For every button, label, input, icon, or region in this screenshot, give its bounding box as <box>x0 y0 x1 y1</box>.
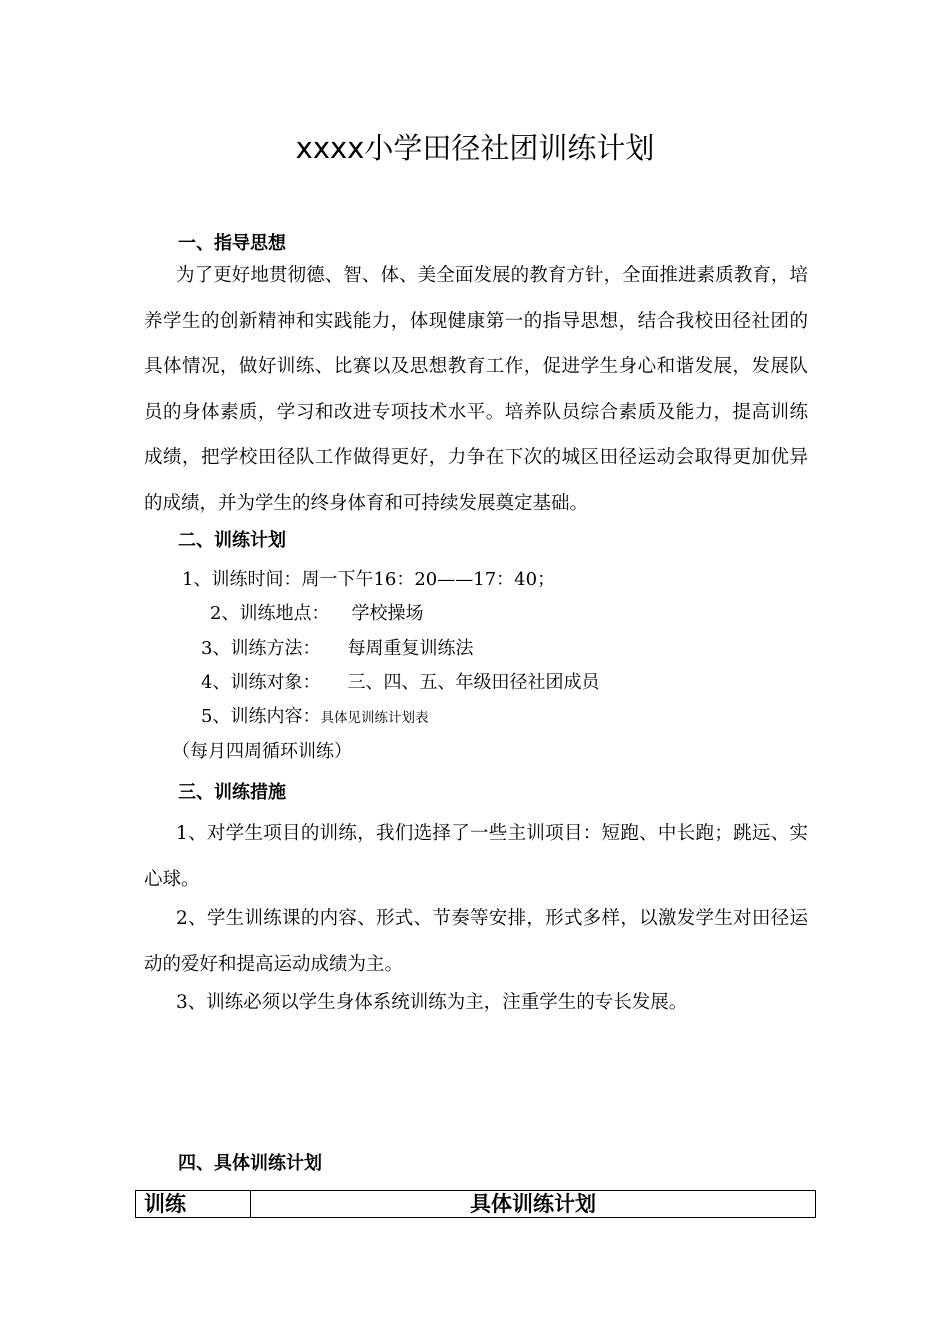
plan-item-value: 每周重复训练法 <box>347 638 474 659</box>
plan-item-method <box>201 637 473 661</box>
table-header-training: 训练 <box>136 1191 251 1218</box>
document-title: xxxx小学田径社团训练计划 <box>295 131 655 165</box>
training-plan-table <box>135 1190 816 1218</box>
plan-item-label: 4、训练对象： <box>201 672 321 693</box>
table-header-detailed-plan: 具体训练计划 <box>251 1191 816 1218</box>
section-heading-training-plan: 二、训练计划 <box>178 530 286 551</box>
measure-paragraph-2: 2、学生训练课的内容、形式、节奏等安排，形式多样，以激发学生对田径运动的爱好和提高运动成绩为主。 <box>144 908 808 975</box>
section-heading-detailed-plan: 四、具体训练计划 <box>178 1153 322 1174</box>
table-header-row <box>136 1191 816 1218</box>
guiding-ideology-paragraph: 为了更好地贯彻德、智、体、美全面发展的教育方针，全面推进素质教育，培养学生的创新精神和实践能力，体现健康第一的指导思想，结合我校田径社团的具体情况，做好训练、比赛以及思想教育工作，促进学生身心和谐发展，发展队员的身体素质，学习和改进专项技术水平。培养队员综合素质及能力，提高训练成绩，把学校田径队工作做得更好，力争在下次的城区田径运动会取得更加优异的成绩，并为学生的终身体育和可持续发展奠定基础。 <box>144 265 808 514</box>
plan-item-target <box>201 671 599 695</box>
plan-item-label: 3、训练方法： <box>201 638 321 659</box>
plan-item-content <box>201 705 428 730</box>
plan-item-value: 三、四、五、年级田径社团成员 <box>347 672 600 693</box>
plan-item-label: 2、训练地点： <box>210 603 330 624</box>
plan-item-value: 具体见训练计划表 <box>320 710 429 726</box>
plan-item-location <box>210 602 423 626</box>
plan-item-value: 学校操场 <box>351 603 424 624</box>
plan-item-value: 周一下午16：20——17：40； <box>301 569 556 590</box>
measure-paragraph-1: 1、对学生项目的训练，我们选择了一些主训项目：短跑、中长跑；跳远、实心球。 <box>144 823 808 890</box>
section-heading-training-measures: 三、训练措施 <box>178 782 286 803</box>
plan-item-time <box>182 568 555 592</box>
plan-cycle-note: （每月四周循环训练） <box>172 741 352 762</box>
section-heading-guiding-ideology: 一、指导思想 <box>178 233 286 254</box>
plan-item-label: 1、训练时间： <box>182 569 302 590</box>
measure-paragraph-3: 3、训练必须以学生身体系统训练为主，注重学生的专长发展。 <box>176 992 688 1013</box>
plan-item-label: 5、训练内容： <box>201 706 321 727</box>
